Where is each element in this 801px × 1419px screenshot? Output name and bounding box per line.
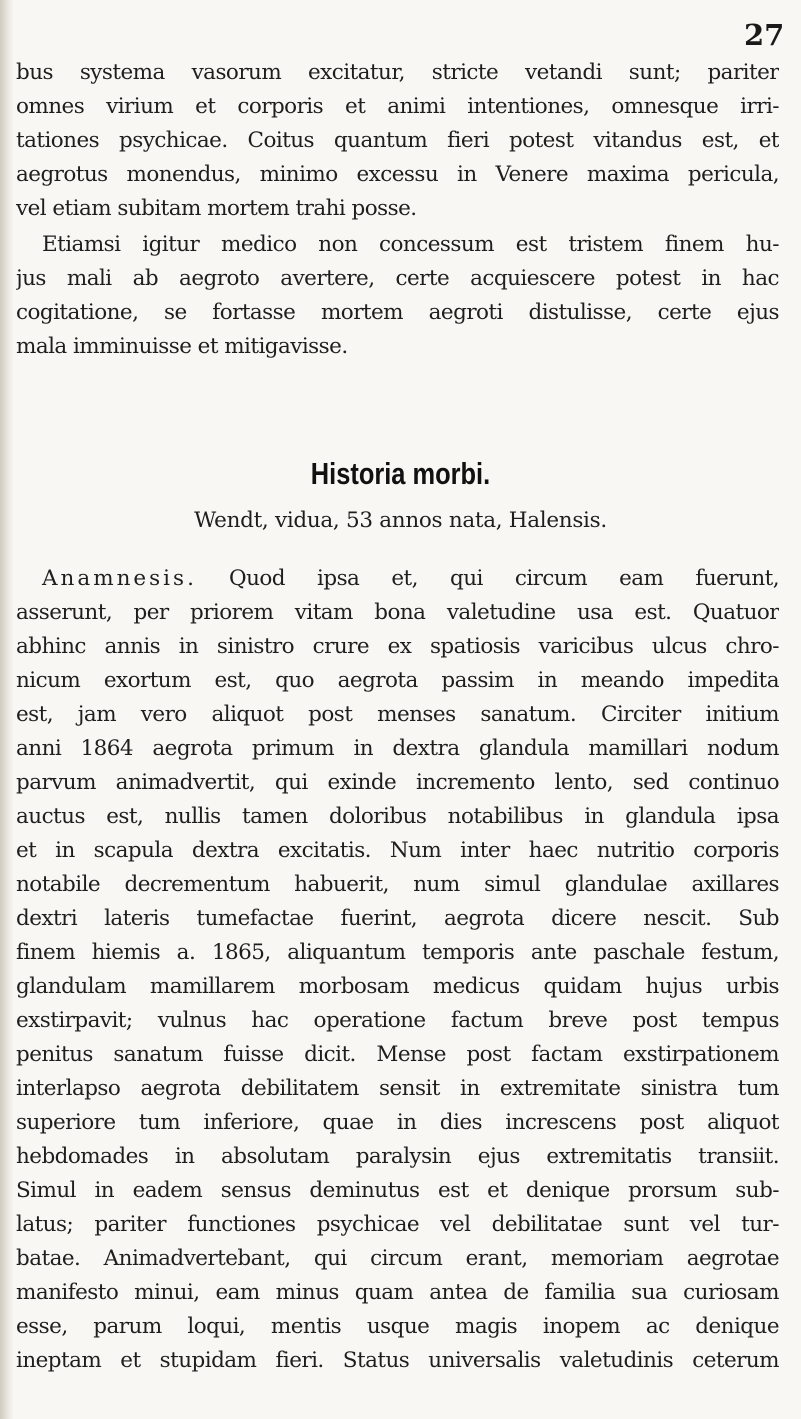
text-line: hebdomades in absolutam paralysin ejus extremitatis transiit. bbox=[16, 1144, 779, 1169]
page-gutter-shadow bbox=[0, 0, 14, 1419]
patient-line: Wendt, vidua, 53 annos nata, Halensis. bbox=[194, 508, 607, 533]
text-line: est, jam vero aliquot post menses sanatum. Circiter initium bbox=[16, 702, 779, 727]
text-line: et in scapula dextra excitatis. Num inter haec nutritio corporis bbox=[16, 838, 779, 863]
text-line: auctus est, nullis tamen doloribus notabilibus in glandula ipsa bbox=[16, 804, 779, 829]
text-line: mala imminuisse et mitigavisse. bbox=[16, 334, 348, 359]
text-line: abhinc annis in sinistro crure ex spatiosis varicibus ulcus chro- bbox=[16, 634, 779, 659]
section-heading: Historia morbi. bbox=[310, 456, 491, 491]
text-line: interlapso aegrota debilitatem sensit in extremitate sinistra tum bbox=[16, 1076, 779, 1101]
text-line: batae. Animadvertebant, qui circum erant, memoriam aegrotae bbox=[16, 1246, 779, 1271]
text-line: vel etiam subitam mortem trahi posse. bbox=[16, 196, 417, 221]
text-line: penitus sanatum fuisse dicit. Mense post factam exstirpationem bbox=[16, 1042, 779, 1067]
text-line: parvum animadvertit, qui exinde incremento lento, sed continuo bbox=[16, 770, 779, 795]
text-line: esse, parum loqui, mentis usque magis inopem ac denique bbox=[16, 1314, 779, 1339]
text-line: notabile decrementum habuerit, num simul glandulae axillares bbox=[16, 872, 779, 897]
text-line: aegrotus monendus, minimo excessu in Venere maxima pericula, bbox=[16, 162, 779, 187]
text-line bbox=[16, 562, 779, 596]
text-line: Etiamsi igitur medico non concessum est tristem finem hu- bbox=[42, 232, 779, 257]
anamnesis-label: Anamnesis. bbox=[42, 566, 197, 591]
text-line: finem hiemis a. 1865, aliquantum temporis ante paschale festum, bbox=[16, 940, 779, 965]
text-line: manifesto minui, eam minus quam antea de familia sua curiosam bbox=[16, 1280, 779, 1305]
text-line: bus systema vasorum excitatur, stricte vetandi sunt; pariter bbox=[16, 60, 779, 85]
text-line: glandulam mamillarem morbosam medicus quidam hujus urbis bbox=[16, 974, 779, 999]
text-line: jus mali ab aegroto avertere, certe acquiescere potest in hac bbox=[16, 266, 779, 291]
text-line: latus; pariter functiones psychicae vel debilitatae sunt vel tur- bbox=[16, 1212, 779, 1237]
anamnesis-first-line: Quod ipsa et, qui circum eam fuerunt, bbox=[229, 566, 779, 591]
text-line: cogitatione, se fortasse mortem aegroti distulisse, certe ejus bbox=[16, 300, 779, 325]
anamnesis-paragraph bbox=[16, 562, 779, 1378]
text-line: dextri lateris tumefactae fuerint, aegrota dicere nescit. Sub bbox=[16, 906, 779, 931]
text-line: tationes psychicae. Coitus quantum fieri potest vitandus est, et bbox=[16, 128, 779, 153]
text-line: superiore tum inferiore, quae in dies increscens post aliquot bbox=[16, 1110, 779, 1135]
page-number: 27 bbox=[744, 18, 785, 52]
paragraph-2 bbox=[16, 228, 779, 364]
text-line: exstirpavit; vulnus hac operatione factum breve post tempus bbox=[16, 1008, 779, 1033]
text-line: anni 1864 aegrota primum in dextra glandula mamillari nodum bbox=[16, 736, 779, 761]
paragraph-1 bbox=[16, 56, 779, 226]
text-line: asserunt, per priorem vitam bona valetudine usa est. Quatuor bbox=[16, 600, 779, 625]
text-line: Simul in eadem sensus deminutus est et denique prorsum sub- bbox=[16, 1178, 779, 1203]
text-line: omnes virium et corporis et animi intentiones, omnesque irri- bbox=[16, 94, 779, 119]
text-line: ineptam et stupidam fieri. Status universalis valetudinis ceterum bbox=[16, 1348, 779, 1373]
text-line: nicum exortum est, quo aegrota passim in meando impedita bbox=[16, 668, 779, 693]
